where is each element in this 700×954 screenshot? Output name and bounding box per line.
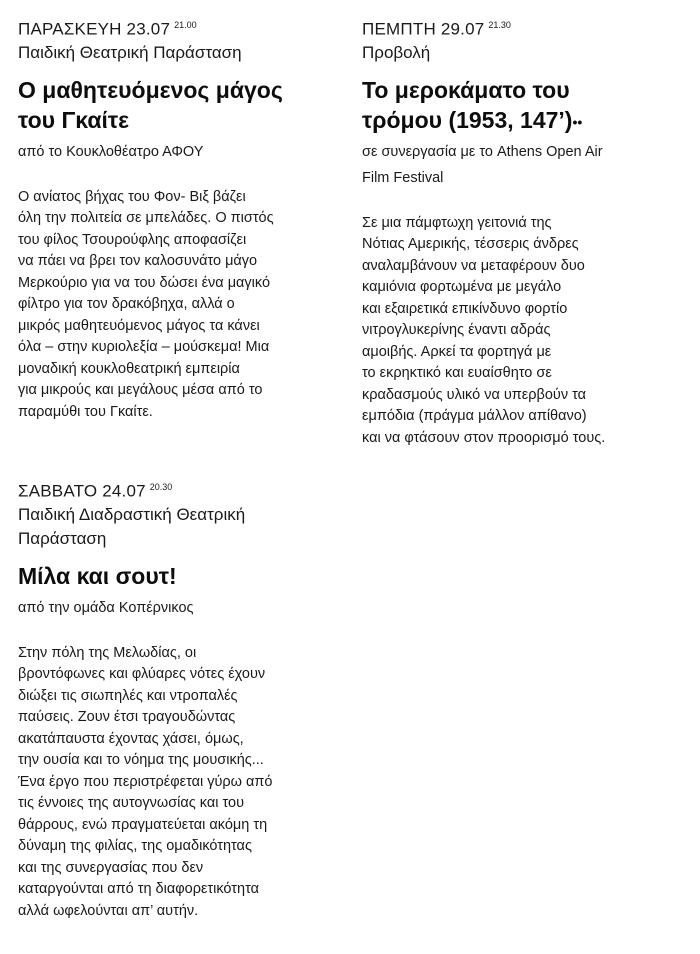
event-byline: από την ομάδα Κοπέρνικος <box>18 599 194 616</box>
description-line: νιτρογλυκερίνης έναντι αδράς <box>362 322 551 339</box>
event-title <box>362 75 692 135</box>
event-date: ΣΑΒΒΑΤΟ 24.07 <box>18 481 146 501</box>
description-line: αμοιβής. Αρκεί τα φορτηγά με <box>362 343 552 360</box>
description-line: μοναδική κουκλοθεατρική εμπειρία <box>18 360 240 377</box>
description-line: τις έννοιες της αυτογνωσίας και του <box>18 795 245 812</box>
title-line: Το μεροκάματο του <box>362 76 570 103</box>
description-line: αλλά ωφελούνται απ’ αυτήν. <box>18 902 199 919</box>
event-byline: από το Κουκλοθέατρο ΑΦΟΥ <box>18 143 204 160</box>
event-category: Παιδική Θεατρική Παράσταση <box>18 42 242 62</box>
description-line: και της συνεργασίας που δεν <box>18 859 204 876</box>
description-line: Στην πόλη της Μελωδίας, οι <box>18 644 197 661</box>
event-dateline <box>18 476 336 503</box>
description-line: μικρός μαθητευόμενος μάγος τα κάνει <box>18 317 260 334</box>
description-line: Ένα έργο που περιστρέφεται γύρω από <box>18 773 273 790</box>
category-line: Παιδική Διαδραστική Θεατρική <box>18 504 246 524</box>
description-line: την ουσία και το νόημα της μουσικής... <box>18 752 264 769</box>
description-line: όλη την πολιτεία σε μπελάδες. Ο πιστός <box>18 210 274 227</box>
description-line: και να φτάσουν στον προορισμό τους. <box>362 429 606 446</box>
description-line: κραδασμούς υλικό να υπερβούν τα <box>362 386 587 403</box>
event-date: ΠΑΡΑΣΚΕΥΗ 23.07 <box>18 19 171 39</box>
event-description <box>18 187 336 424</box>
description-line: φίλτρο για τον δρακόβηχα, αλλά ο <box>18 296 235 313</box>
event-category: Προβολή <box>362 42 431 62</box>
description-line: δύναμη της φιλίας, της ομαδικότητας <box>18 838 252 855</box>
event-description <box>362 213 692 450</box>
description-line: παύσεις. Ζουν έτσι τραγουδώντας <box>18 709 236 726</box>
event-block <box>362 14 692 449</box>
event-time: 21.00 <box>174 20 197 30</box>
description-line: αναλαμβάνουν να μεταφέρουν δυο <box>362 257 585 274</box>
title-line: του Γκαίτε <box>18 106 130 133</box>
category-line: Παράσταση <box>18 528 107 548</box>
description-line: καταργούνται από τη διαφορετικότητα <box>18 881 259 898</box>
description-line: βροντόφωνες και φλύαρες νότες έχουν <box>18 666 266 683</box>
description-line: του φίλος Τσουρούφλης αποφασίζει <box>18 231 247 248</box>
event-title <box>18 75 336 135</box>
description-line: όλα – στην κυριολεξία – μούσκεμα! Μια <box>18 339 270 356</box>
event-date: ΠΕΜΠΤΗ 29.07 <box>362 19 485 39</box>
description-line: ακατάπαυστα έχοντας χάσει, όμως, <box>18 730 244 747</box>
description-line: να πάει να βρει τον καλοσυνάτο μάγο <box>18 253 258 270</box>
event-time: 20.30 <box>149 482 173 492</box>
event-block <box>18 14 336 423</box>
title-line: τρόμου (1953, 147’) <box>362 106 573 133</box>
event-byline <box>362 139 692 191</box>
description-line: θάρρους, ενώ πραγματεύεται ακόμη τη <box>18 816 268 833</box>
event-time: 21.30 <box>488 20 511 30</box>
description-line: Μερκούριο για να του δώσει ένα μαγικό <box>18 274 271 291</box>
description-line: για μικρούς και μεγάλους μέσα από το <box>18 382 263 399</box>
description-line: Ο ανίατος βήχας του Φον- Βιξ βάζει <box>18 188 246 205</box>
event-title <box>18 561 336 591</box>
byline-line: Film Festival <box>362 169 444 186</box>
event-block <box>18 476 336 922</box>
title-mark: •• <box>572 113 583 130</box>
event-dateline <box>18 14 336 41</box>
title-line: Μίλα και σουτ! <box>18 562 177 589</box>
byline-line: σε συνεργασία με το Athens Open Air <box>362 143 603 160</box>
title-line-with-mark <box>362 105 692 135</box>
description-line: εμπόδια (πράγμα μάλλον απίθανο) <box>362 408 587 425</box>
description-line: παραμύθι του Γκαίτε. <box>18 403 153 420</box>
description-line: Σε μια πάμφτωχη γειτονιά της <box>362 214 552 231</box>
event-description <box>18 643 336 923</box>
event-category <box>18 503 336 551</box>
title-line: Ο μαθητευόμενος μάγος <box>18 76 283 103</box>
description-line: και εξαιρετικά επικίνδυνο φορτίο <box>362 300 568 317</box>
event-dateline <box>362 14 692 41</box>
description-line: διώξει τις σιωπηλές και ντροπαλές <box>18 687 238 704</box>
description-line: καμιόνια φορτωμένα με μεγάλο <box>362 279 562 296</box>
description-line: Νότιας Αμερικής, τέσσερις άνδρες <box>362 236 579 253</box>
description-line: το εκρηκτικό και ευαίσθητο σε <box>362 365 552 382</box>
